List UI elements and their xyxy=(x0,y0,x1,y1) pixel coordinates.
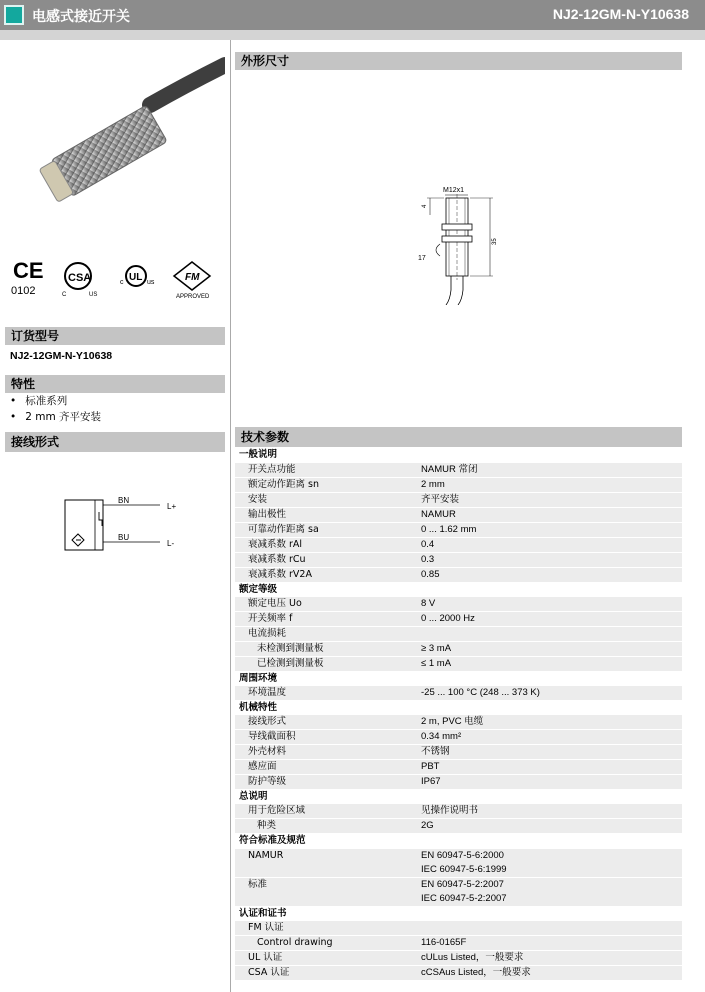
dim-4: 4 xyxy=(422,204,428,208)
spec-group-row xyxy=(235,834,682,849)
spec-value xyxy=(417,552,682,567)
spec-row xyxy=(235,463,682,478)
spec-value-line: 0.85 xyxy=(421,568,440,580)
spec-value xyxy=(417,522,682,537)
spec-key: 未检测到测量板 xyxy=(235,641,417,656)
spec-group-label: 周围环境 xyxy=(235,671,682,686)
spec-value-line: 0 ... 2000 Hz xyxy=(421,612,475,624)
spec-value xyxy=(417,849,682,878)
spec-row xyxy=(235,730,682,745)
fm-label: FM xyxy=(185,272,200,283)
spec-row xyxy=(235,849,682,878)
spec-value xyxy=(417,715,682,730)
spec-value-line: IEC 60947-5-6:1999 xyxy=(421,863,507,875)
spec-value-line: 2G xyxy=(421,820,434,832)
dim-17: 17 xyxy=(418,255,426,262)
spec-row xyxy=(235,921,682,936)
spec-row xyxy=(235,641,682,656)
spec-row xyxy=(235,775,682,790)
spec-row xyxy=(235,966,682,981)
order-code-heading: 订货型号 xyxy=(5,327,225,345)
feature-item: • 2 mm 齐平安装 xyxy=(10,409,101,425)
spec-value-line: 0.3 xyxy=(421,553,435,565)
spec-key: CSA 认证 xyxy=(235,966,417,981)
spec-key: 接线形式 xyxy=(235,715,417,730)
spec-value xyxy=(417,921,682,936)
spec-group-row xyxy=(235,582,682,597)
spec-value xyxy=(417,951,682,966)
spec-row xyxy=(235,745,682,760)
spec-value-line: ≥ 3 mA xyxy=(421,642,452,654)
spec-row xyxy=(235,537,682,552)
spec-group-label: 总说明 xyxy=(235,790,682,805)
spec-key: 安装 xyxy=(235,492,417,507)
spec-key: 衰减系数 rV2A xyxy=(235,567,417,582)
spec-value xyxy=(417,775,682,790)
spec-value-line: -25 ... 100 °C (248 ... 373 K) xyxy=(421,686,540,698)
spec-row xyxy=(235,819,682,834)
model-number: NJ2-12GM-N-Y10638 xyxy=(552,6,689,22)
spec-key: 防护等级 xyxy=(235,775,417,790)
spec-value-line: ≤ 1 mA xyxy=(421,657,452,669)
spec-value-line: 不锈钢 xyxy=(421,746,450,758)
spec-group-label: 额定等级 xyxy=(235,582,682,597)
spec-value xyxy=(417,656,682,671)
spec-value-line: PBT xyxy=(421,761,440,773)
spec-value xyxy=(417,966,682,981)
spec-key: NAMUR xyxy=(235,849,417,878)
spec-key: 开关点功能 xyxy=(235,463,417,478)
spec-key: 标准 xyxy=(235,878,417,907)
spec-row xyxy=(235,936,682,951)
spec-value xyxy=(417,537,682,552)
spec-value xyxy=(417,597,682,612)
order-code-value: NJ2-12GM-N-Y10638 xyxy=(10,350,113,362)
spec-row xyxy=(235,597,682,612)
spec-key: 开关频率 f xyxy=(235,611,417,626)
spec-value-line: 0.4 xyxy=(421,538,435,550)
spec-value-line: NAMUR 常闭 xyxy=(421,463,478,475)
features-list xyxy=(10,393,101,425)
ce-mark: CE xyxy=(13,258,44,283)
spec-value xyxy=(417,760,682,775)
spec-row xyxy=(235,878,682,907)
spec-value-line: 8 V xyxy=(421,597,436,609)
spec-key: UL 认证 xyxy=(235,951,417,966)
spec-group-row xyxy=(235,907,682,922)
csa-us: US xyxy=(89,292,98,298)
wire-lminus: L- xyxy=(167,539,175,548)
dimension-drawing xyxy=(410,180,510,305)
spec-value-line: EN 60947-5-2:2007 xyxy=(421,879,504,891)
spec-key: 种类 xyxy=(235,819,417,834)
spec-value xyxy=(417,611,682,626)
column-divider xyxy=(230,40,231,992)
spec-key: Control drawing xyxy=(235,936,417,951)
spec-value-line: 116-0165F xyxy=(421,937,467,949)
wiring-diagram xyxy=(50,490,190,560)
spec-row xyxy=(235,522,682,537)
ce-number: 0102 xyxy=(11,285,36,297)
spec-group-row xyxy=(235,790,682,805)
spec-group-label: 机械特性 xyxy=(235,701,682,716)
tech-spec-heading: 技术参数 xyxy=(235,427,682,447)
spec-value xyxy=(417,730,682,745)
spec-value xyxy=(417,567,682,582)
spec-value xyxy=(417,936,682,951)
spec-key: 可靠动作距离 sa xyxy=(235,522,417,537)
wire-lplus: L+ xyxy=(167,502,177,511)
spec-row xyxy=(235,552,682,567)
spec-value-line: 0.34 mm² xyxy=(421,731,462,743)
spec-row xyxy=(235,686,682,701)
spec-row xyxy=(235,804,682,819)
feature-item: • 标准系列 xyxy=(10,393,101,409)
spec-group-row xyxy=(235,671,682,686)
spec-value-line: cULus Listed，一般要求 xyxy=(421,952,524,964)
spec-value-line: EN 60947-5-6:2000 xyxy=(421,849,504,861)
features-heading: 特性 xyxy=(5,375,225,393)
csa-label: CSA xyxy=(68,272,92,284)
spec-key: 电流损耗 xyxy=(235,626,417,641)
spec-group-label: 符合标准及规范 xyxy=(235,834,682,849)
spec-key: 额定电压 Uo xyxy=(235,597,417,612)
spec-value-line: 见操作说明书 xyxy=(421,805,479,817)
spec-group-label: 认证和证书 xyxy=(235,907,682,922)
spec-value-line: 0 ... 1.62 mm xyxy=(421,523,477,535)
spec-row xyxy=(235,507,682,522)
dimensions-heading: 外形尺寸 xyxy=(235,52,682,70)
spec-key: 导线截面积 xyxy=(235,730,417,745)
spec-key: 输出极性 xyxy=(235,507,417,522)
spec-row xyxy=(235,715,682,730)
csa-c: C xyxy=(62,292,67,298)
spec-value xyxy=(417,641,682,656)
product-image xyxy=(10,45,225,230)
dim-thread: M12x1 xyxy=(443,187,465,194)
spec-row xyxy=(235,656,682,671)
dim-35: 35 xyxy=(492,238,498,245)
brand-square-icon xyxy=(4,5,24,25)
header-subbar xyxy=(0,30,705,40)
wire-bu: BU xyxy=(118,533,130,542)
spec-value xyxy=(417,507,682,522)
spec-key: FM 认证 xyxy=(235,921,417,936)
spec-value-line: 齐平安装 xyxy=(421,493,460,505)
fm-approved: APPROVED xyxy=(176,294,210,300)
spec-key: 额定动作距离 sn xyxy=(235,477,417,492)
spec-row xyxy=(235,611,682,626)
spec-key: 环境温度 xyxy=(235,686,417,701)
spec-key: 感应面 xyxy=(235,760,417,775)
spec-value xyxy=(417,626,682,641)
spec-value-line: NAMUR xyxy=(421,508,456,520)
ul-c: c xyxy=(120,279,124,286)
spec-row xyxy=(235,567,682,582)
spec-value xyxy=(417,477,682,492)
spec-group-label: 一般说明 xyxy=(235,448,682,463)
ul-us: us xyxy=(147,279,155,286)
spec-value xyxy=(417,804,682,819)
certification-logos xyxy=(10,258,210,298)
spec-row xyxy=(235,626,682,641)
spec-row xyxy=(235,760,682,775)
spec-value xyxy=(417,819,682,834)
spec-key: 用于危险区域 xyxy=(235,804,417,819)
spec-key: 已检测到测量板 xyxy=(235,656,417,671)
spec-table xyxy=(235,448,682,981)
spec-value-line: IEC 60947-5-2:2007 xyxy=(421,893,507,905)
spec-group-row xyxy=(235,448,682,463)
spec-value xyxy=(417,745,682,760)
wire-bn: BN xyxy=(118,496,130,505)
spec-value xyxy=(417,492,682,507)
spec-value xyxy=(417,686,682,701)
spec-row xyxy=(235,492,682,507)
page-title: 电感式接近开关 xyxy=(32,9,130,25)
spec-key: 外壳材料 xyxy=(235,745,417,760)
spec-row xyxy=(235,477,682,492)
wiring-heading: 接线形式 xyxy=(5,432,225,452)
spec-value xyxy=(417,463,682,478)
spec-key: 衰减系数 rCu xyxy=(235,552,417,567)
spec-value-line: IP67 xyxy=(421,776,441,788)
spec-value-line: 2 mm xyxy=(421,478,445,490)
spec-value-line: 2 m, PVC 电缆 xyxy=(421,716,484,728)
spec-group-row xyxy=(235,701,682,716)
spec-key: 衰减系数 rAl xyxy=(235,537,417,552)
ul-label: UL xyxy=(129,272,143,283)
spec-value xyxy=(417,878,682,907)
header-bar xyxy=(0,0,705,30)
spec-row xyxy=(235,951,682,966)
spec-value-line: cCSAus Listed，一般要求 xyxy=(421,967,531,979)
